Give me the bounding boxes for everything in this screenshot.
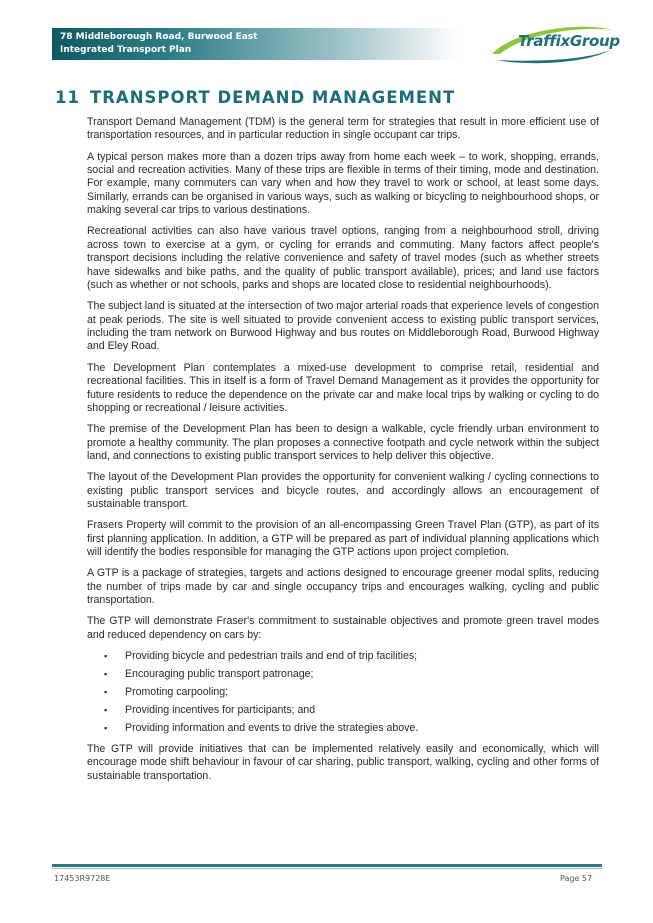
- bullet-icon: ▪: [104, 722, 108, 733]
- list-item: [87, 650, 599, 663]
- paragraph: The GTP will demonstrate Fraser's commitment to sustainable objectives and promote green travel modes and reduced dependency on cars by:: [87, 615, 599, 641]
- bullet-list: [87, 650, 599, 735]
- section-heading: [55, 88, 455, 107]
- bullet-icon: ▪: [104, 650, 108, 661]
- document-header: [60, 31, 257, 57]
- paragraph: A GTP is a package of strategies, targets and actions designed to encourage greener modal splits, reducing the number of trips made by car and single occupancy trips and encourages walking, cycling and public transportation.: [87, 567, 599, 606]
- logo-wordmark: TraffixGroup: [518, 32, 620, 50]
- bullet-icon: ▪: [104, 668, 108, 679]
- footer-divider-thin: [52, 868, 602, 869]
- section-number: 11: [55, 88, 80, 107]
- paragraph: The Development Plan contemplates a mixed-use development to comprise retail, residential and recreational facilities. This in itself is a form of Travel Demand Management as it provides the opportunity for future residents to reduce the dependence on the private car and make local trips by walking or cycling to do shopping or recreational / leisure activities.: [87, 361, 599, 414]
- paragraph: A typical person makes more than a dozen trips away from home each week – to work, shopping, errands, social and recreation activities. Many of these trips are flexible in terms of their timing, mode and destination. For example, many commuters can vary when and how they travel to work or school, at least some days. Similarly, errands can be organised in various ways, such as walking or bicycling to neighbourhood shops, or making several car trips to various destinations.: [87, 150, 599, 217]
- list-item-text: Providing bicycle and pedestrian trails and end of trip facilities;: [125, 649, 418, 662]
- bullet-icon: ▪: [104, 686, 108, 697]
- list-item-text: Providing information and events to drive the strategies above.: [125, 721, 419, 734]
- bullet-icon: ▪: [104, 704, 108, 715]
- list-item: [87, 668, 599, 681]
- list-item: [87, 686, 599, 699]
- paragraph: The layout of the Development Plan provides the opportunity for convenient walking / cycling connections to existing public transport services and bicycle routes, and accordingly allows an encouragement of sustainable transport.: [87, 471, 599, 510]
- list-item: [87, 704, 599, 717]
- footer-divider: [52, 864, 602, 867]
- paragraph: The premise of the Development Plan has been to design a walkable, cycle friendly urban environment to promote a healthy community. The plan proposes a connective footpath and cycle network within the subject land, and connections to existing public transport services to help deliver this objective.: [87, 423, 599, 462]
- section-title: TRANSPORT DEMAND MANAGEMENT: [89, 88, 456, 107]
- body-content: [87, 116, 599, 791]
- header-document-title: Integrated Transport Plan: [60, 45, 192, 55]
- paragraph: Recreational activities can also have various travel options, ranging from a neighbourhood stroll, driving across town to exercise at a gym, or cycling for errands and commuting. Many factors affect people's transport decisions including the relative convenience and safety of travel modes (such as whether streets have sidewalks and bike paths, and the quality of public transport available), prices; and land use factors (such as whether or not schools, parks and shops are located close to residential neighbourhoods).: [87, 225, 599, 292]
- list-item-text: Encouraging public transport patronage;: [125, 667, 314, 680]
- list-item-text: Providing incentives for participants; and: [125, 703, 316, 716]
- list-item: [87, 722, 599, 735]
- closing-paragraph: The GTP will provide initiatives that can be implemented relatively easily and economically, which will encourage mode shift behaviour in favour of car sharing, public transport, walking, cycling and other forms of sustainable transportation.: [87, 742, 599, 782]
- paragraph: Frasers Property will commit to the provision of an all-encompassing Green Travel Plan (GTP), as part of its first planning application. In addition, a GTP will be prepared as part of individual planning applications which will identify the bodies responsible for managing the GTP actions upon project completion.: [87, 519, 599, 558]
- paragraph: The subject land is situated at the intersection of two major arterial roads that experience levels of congestion at peak periods. The site is well situated to provide convenient access to existing public transport services, including the tram network on Burwood Highway and bus routes on Middleborough Road, Burwood Highway and Eley Road.: [87, 300, 599, 353]
- page-number: Page 57: [560, 874, 593, 883]
- list-item-text: Promoting carpooling;: [125, 685, 229, 698]
- header-address: 78 Middleborough Road, Burwood East: [60, 32, 258, 42]
- paragraph: Transport Demand Management (TDM) is the general term for strategies that result in more efficient use of transportation resources, and in particular reduction in single occupant car trips.: [87, 116, 599, 142]
- document-reference: 17453R9728E: [54, 874, 111, 883]
